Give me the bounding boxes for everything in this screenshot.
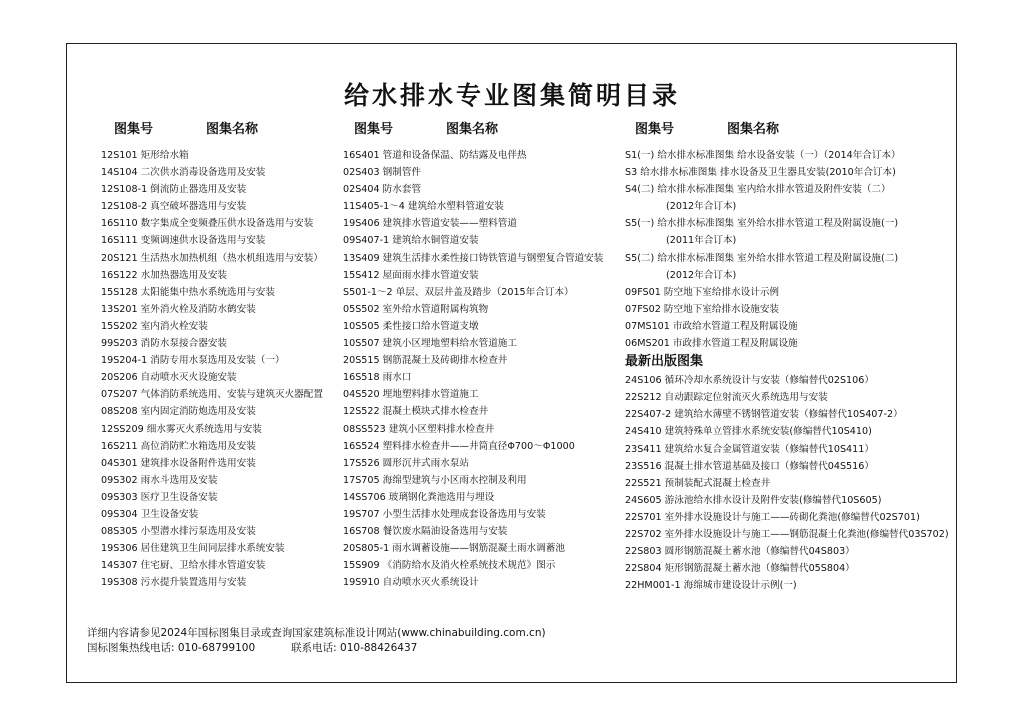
catalog-entry: S4(二) 给水排水标准图集 室内给水排水管道及附件安装（二） [625,184,891,196]
catalog-entry: 08S305 小型潜水排污泵选用及安装 [101,526,256,538]
catalog-column-2 [343,147,603,591]
footer-note: 详细内容请参见2024年国标图集目录或查询国家建筑标准设计网站(www.chinabuilding.com.cn) [87,627,546,639]
catalog-column-3 [625,147,949,594]
footer [87,626,546,656]
catalog-entry: S5(二) 给水排水标准图集 室外给水排水管道工程及附属设施(二) [625,252,899,264]
catalog-entry: 14S104 二次供水消毒设备选用及安装 [101,167,266,179]
catalog-entry: S3 给水排水标准图集 排水设备及卫生器具安装(2010年合订本) [625,167,896,179]
catalog-entry-new: 22S804 矩形钢筋混凝土蓄水池（修编替代05S804） [625,563,855,575]
catalog-entry: 04S301 建筑排水设备附件选用安装 [101,457,256,469]
catalog-entry: 19S910 自动喷水灭火系统设计 [343,577,479,589]
hotline-text: 国标图集热线电话: 010-68799100 [87,642,256,654]
catalog-entry: 99S203 消防水泵接合器安装 [101,338,228,350]
header-name: 图集名称 [446,122,499,137]
catalog-entry: 20S805-1 雨水调蓄设施——钢筋混凝土雨水调蓄池 [343,543,565,555]
header-code: 图集号 [354,122,394,137]
catalog-entry: 16S518 雨水口 [343,372,412,384]
catalog-entry: 19S308 污水提升装置选用与安装 [101,577,247,589]
catalog-entry: S5(一) 给水排水标准图集 室外给水排水管道工程及附属设施(一) [625,218,899,230]
catalog-entry: 20S206 自动喷水灭火设施安装 [101,372,237,384]
catalog-entry-new: 24S605 游泳池给水排水设计及附件安装(修编替代10S605) [625,494,882,506]
column-header-2 [354,118,498,137]
catalog-entry: 19S406 建筑排水管道安装——塑料管道 [343,218,517,230]
contact-text: 联系电话: 010-88426437 [291,642,418,654]
catalog-entry: 15S128 太阳能集中热水系统选用与安装 [101,286,275,298]
catalog-entry: 19S204-1 消防专用水泵选用及安装（一） [101,355,285,367]
catalog-entry: 12SS209 细水雾灭火系统选用与安装 [101,423,262,435]
catalog-entry: 16S524 塑料排水检查井——井筒直径Φ700～Φ1000 [343,440,575,452]
catalog-entry: 13S409 建筑生活排水柔性接口铸铁管道与钢塑复合管道安装 [343,252,604,264]
catalog-entry: 07S207 气体消防系统选用、安装与建筑灭火器配置 [101,389,323,401]
catalog-entry: 14S307 住宅厨、卫给水排水管道安装 [101,560,266,572]
catalog-entry: 09S303 医疗卫生设备安装 [101,491,218,503]
catalog-entry-new: 22S212 自动跟踪定位射流灭火系统选用与安装 [625,392,828,404]
catalog-entry: 07MS101 市政给水管道工程及附属设施 [625,320,798,332]
catalog-entry-new: 22S521 预制装配式混凝土检查井 [625,477,771,489]
catalog-entry: 04S520 埋地塑料排水管道施工 [343,389,479,401]
catalog-entry: 17S526 圆形沉井式雨水泵站 [343,457,470,469]
header-name: 图集名称 [727,122,780,137]
catalog-entry: 08SS523 建筑小区塑料排水检查井 [343,423,495,435]
catalog-entry: 13S201 室外消火栓及消防水鹤安装 [101,303,256,315]
catalog-entry: 09S304 卫生设备安装 [101,508,199,520]
catalog-entry: 12S101 矩形给水箱 [101,150,189,161]
catalog-entry: S1(一) 给水排水标准图集 给水设备安装（一）（2014年合订本） [625,150,901,161]
catalog-entry: 15S202 室内消火栓安装 [101,320,208,332]
catalog-entry: 09FS01 防空地下室给排水设计示例 [625,286,780,298]
catalog-entry-new: 22S803 圆形钢筋混凝土蓄水池（修编替代04S803） [625,546,855,558]
page-title: 给水排水专业图集简明目录 [343,81,680,110]
catalog-entry: 10S507 建筑小区埋地塑料给水管道施工 [343,338,517,350]
catalog-entry: 05S502 室外给水管道附属构筑物 [343,303,489,315]
catalog-entry: 15S909 《消防给水及消火栓系统技术规范》图示 [343,560,556,572]
catalog-entry-new: 23S516 混凝土排水管道基础及接口（修编替代04S516） [625,460,874,472]
catalog-entry-new: 24S410 建筑特殊单立管排水系统安装(修编替代10S410) [625,426,872,438]
catalog-entry: 17S705 海绵型建筑与小区雨水控制及利用 [343,474,527,486]
catalog-entry: 16S110 数字集成全变频叠压供水设备选用与安装 [101,218,314,230]
catalog-entry: 09S407-1 建筑给水铜管道安装 [343,235,479,247]
catalog-entry: 12S522 混凝土模块式排水检查井 [343,406,489,418]
header-code: 图集号 [635,122,675,137]
catalog-entry: 02S403 钢制管件 [343,167,422,179]
footer-phones [87,641,546,656]
catalog-entry: 06MS201 市政排水管道工程及附属设施 [625,338,798,350]
catalog-entry: 19S707 小型生活排水处理成套设备选用与安装 [343,508,546,520]
catalog-entry-new: 22S407-2 建筑给水薄壁不锈钢管道安装（修编替代10S407-2） [625,409,903,421]
catalog-entry: 16S122 水加热器选用及安装 [101,269,228,281]
catalog-entry: 20S121 生活热水加热机组（热水机组选用与安装） [101,252,323,264]
catalog-entry: 12S108-2 真空破坏器选用与安装 [101,201,247,213]
catalog-entry: 02S404 防水套管 [343,184,422,196]
catalog-entry: 16S211 高位消防贮水箱选用及安装 [101,440,256,452]
header-code: 图集号 [114,122,154,137]
new-releases-heading: 最新出版图集 [625,354,704,370]
catalog-entry: 12S108-1 倒流防止器选用及安装 [101,184,247,196]
catalog-entry: 08S208 室内固定消防炮选用及安装 [101,406,256,418]
catalog-entry-new: 24S106 循环冷却水系统设计与安装（修编替代02S106） [625,375,874,387]
catalog-entry: 15S412 屋面雨水排水管道安装 [343,269,479,281]
catalog-entry: 11S405-1～4 建筑给水塑料管道安装 [343,201,504,213]
catalog-entry: 16S401 管道和设备保温、防结露及电伴热 [343,150,527,161]
catalog-entry: 09S302 雨水斗选用及安装 [101,474,218,486]
catalog-entry: 16S708 餐饮废水隔油设备选用与安装 [343,526,508,538]
catalog-entry: (2012年合订本) [666,201,737,213]
catalog-entry: 07FS02 防空地下室给排水设施安装 [625,303,780,315]
header-name: 图集名称 [206,122,259,137]
column-header-1 [114,118,258,137]
catalog-column-1 [101,147,323,591]
catalog-entry-new: 22HM001-1 海绵城市建设设计示例(一) [625,580,797,592]
catalog-entry: 19S306 居住建筑卫生间同层排水系统安装 [101,543,285,555]
catalog-entry: 20S515 钢筋混凝土及砖砌排水检查井 [343,355,508,367]
catalog-entry: 10S505 柔性接口给水管道支墩 [343,320,479,332]
catalog-entry: S501-1～2 单层、双层井盖及踏步（2015年合订本） [343,286,574,298]
catalog-entry: (2011年合订本) [666,235,737,247]
column-header-3 [635,118,779,137]
catalog-entry-new: 22S701 室外排水设施设计与施工——砖砌化粪池(修编替代02S701) [625,511,920,523]
catalog-entry-new: 23S411 建筑给水复合金属管道安装（修编替代10S411） [625,443,874,455]
catalog-entry: 14SS706 玻璃钢化粪池选用与埋设 [343,491,495,503]
catalog-entry: 16S111 变频调速供水设备选用与安装 [101,235,266,247]
catalog-entry-new: 22S702 室外排水设施设计与施工——钢筋混凝土化粪池(修编替代03S702) [625,528,949,540]
catalog-entry: (2012年合订本) [666,269,737,281]
